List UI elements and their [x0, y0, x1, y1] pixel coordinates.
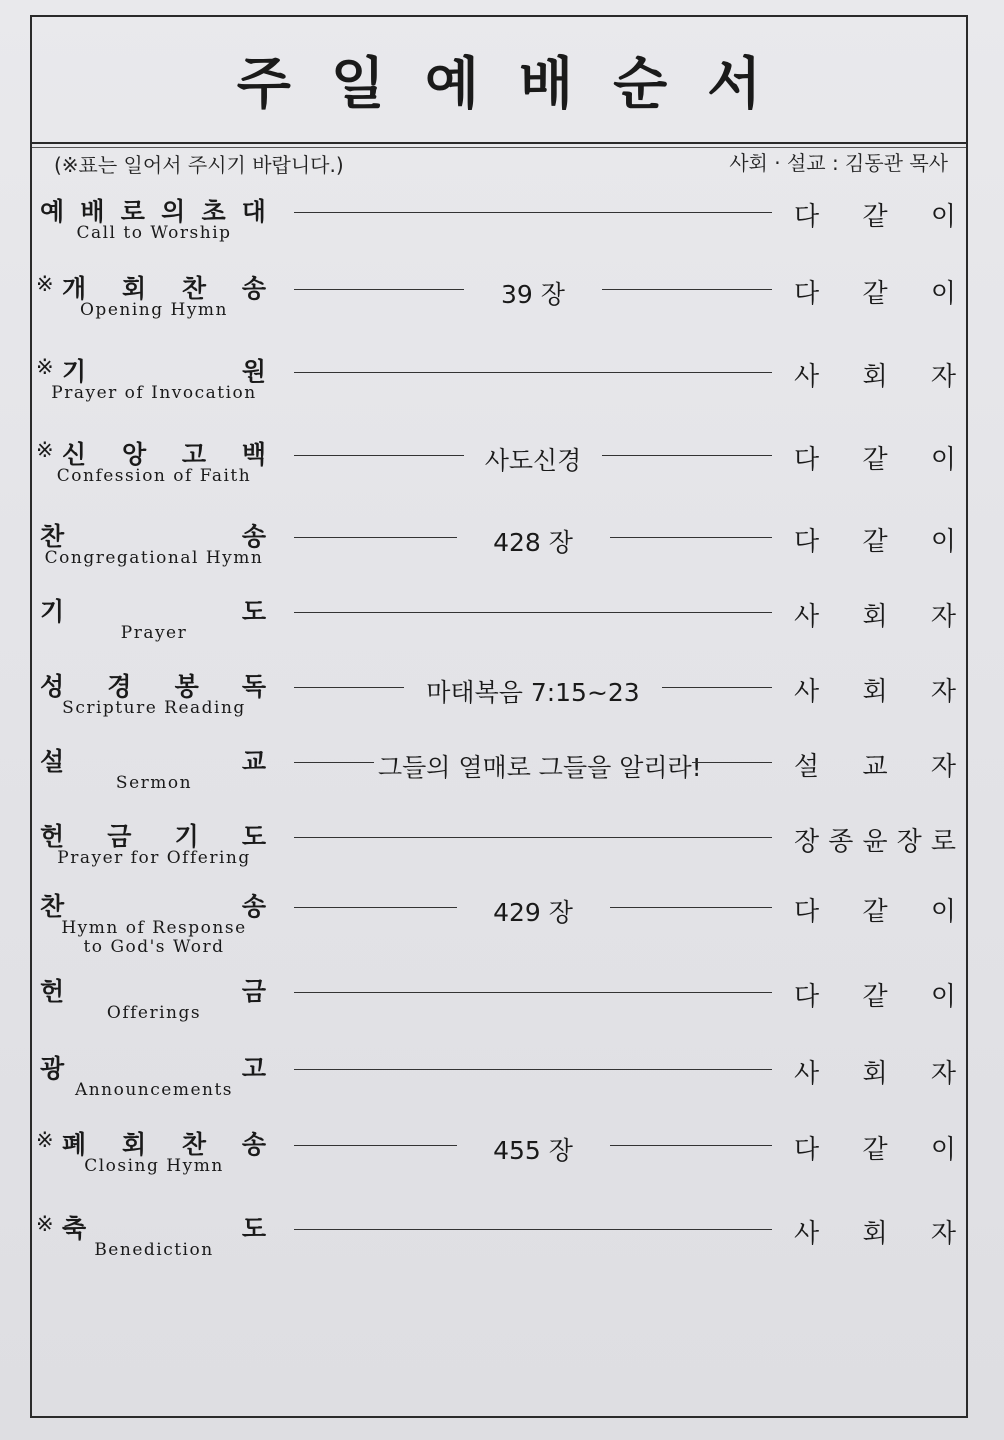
title-char: 원: [241, 357, 266, 386]
leader-char: 자: [930, 602, 956, 632]
title-char: 앙: [121, 440, 147, 469]
title-char: 배: [80, 197, 105, 226]
title-char: 광: [40, 1054, 65, 1083]
leader-char: 교: [862, 752, 888, 782]
worship-item: [32, 972, 966, 1042]
item-leader: [794, 1129, 956, 1166]
leader-char: 이: [930, 445, 956, 475]
title-char: 도: [241, 1214, 266, 1243]
leader-line: [294, 612, 772, 613]
item-english-title: Prayer of Invocation: [51, 383, 257, 403]
leader-char: 다: [794, 897, 820, 927]
title-char: 독: [241, 672, 266, 701]
leader-line: [294, 762, 374, 763]
leader-char: 다: [794, 982, 820, 1012]
title-char: 설: [40, 747, 65, 776]
item-leader: [794, 356, 956, 393]
leader-char: 이: [930, 897, 956, 927]
leader-char: 사: [794, 1059, 820, 1089]
leader-char: 다: [794, 1135, 820, 1165]
title-char: 송: [241, 522, 266, 551]
title-char: 고: [181, 440, 207, 469]
standing-mark: ※: [36, 1128, 54, 1152]
title-char: 송: [241, 1130, 266, 1159]
item-detail: 428 장: [493, 528, 573, 557]
leader-char: 같: [862, 445, 888, 475]
worship-item: [32, 192, 966, 262]
title-char: 대: [241, 197, 266, 226]
title-char: 폐: [62, 1130, 87, 1159]
item-leader: [794, 976, 956, 1013]
worship-item: [32, 435, 966, 505]
item-leader: [794, 439, 956, 476]
item-english-title: Closing Hymn: [84, 1156, 224, 1176]
title-char: 송: [241, 274, 266, 303]
standing-mark: ※: [36, 355, 54, 379]
item-detail: 그들의 열매로 그들을 알리라!: [378, 753, 702, 782]
leader-char: 회: [862, 1219, 888, 1249]
title-char: 찬: [181, 1130, 207, 1159]
item-english-title: Opening Hymn: [80, 300, 228, 320]
leader-line: [602, 289, 772, 290]
title-char: 회: [121, 1130, 147, 1159]
worship-item: [32, 667, 966, 737]
leader-char: 사: [794, 677, 820, 707]
title-char: 성: [40, 672, 65, 701]
title-char: 헌: [40, 977, 65, 1006]
item-leader: [794, 1053, 956, 1090]
leader-char: 이: [930, 527, 956, 557]
title-char: 신: [62, 440, 87, 469]
item-detail: 39 장: [501, 280, 565, 309]
title-char: 예: [40, 197, 65, 226]
leader-char: 이: [930, 279, 956, 309]
page-title: 주일예배순서: [236, 51, 802, 117]
item-leader: [794, 1213, 956, 1250]
leader-line: [602, 455, 772, 456]
title-char: 백: [241, 440, 266, 469]
leader-char: 사: [794, 1219, 820, 1249]
leader-line: [294, 1145, 457, 1146]
leader-line: [294, 537, 457, 538]
leader-char: 다: [794, 527, 820, 557]
worship-item: [32, 742, 966, 812]
officiant-label: 사회 · 설교 : 김동관 목사: [729, 151, 948, 175]
worship-item: [32, 352, 966, 422]
leader-char: 다: [794, 202, 820, 232]
leader-char: 회: [862, 677, 888, 707]
item-leader: [794, 273, 956, 310]
standing-mark: ※: [36, 1212, 54, 1236]
item-leader: [794, 596, 956, 633]
leader-char: 사: [794, 602, 820, 632]
title-char: 경: [107, 672, 132, 701]
item-english-title: Sermon: [115, 773, 193, 793]
worship-item: [32, 517, 966, 587]
item-english-title: Offerings: [106, 1003, 202, 1023]
item-leader: [794, 671, 956, 708]
title-char: 고: [241, 1054, 266, 1083]
item-english-title: Scripture Reading: [62, 698, 246, 718]
item-english-title: Confession of Faith: [56, 466, 252, 486]
title-char: 교: [241, 747, 266, 776]
worship-item: [32, 887, 966, 957]
item-leader: [794, 521, 956, 558]
title-char: 찬: [181, 274, 207, 303]
leader-char: 종: [828, 827, 854, 857]
leader-char: 회: [862, 1059, 888, 1089]
leader-char: 자: [930, 1059, 956, 1089]
leader-line: [610, 537, 773, 538]
title-char: 회: [121, 274, 147, 303]
leader-char: 같: [862, 202, 888, 232]
leader-char: 회: [862, 362, 888, 392]
item-english-title: Prayer: [120, 623, 188, 643]
worship-item: [32, 817, 966, 887]
title-char: 봉: [174, 672, 199, 701]
item-detail: 455 장: [493, 1136, 573, 1165]
leader-line: [294, 289, 464, 290]
worship-item: [32, 592, 966, 662]
worship-item: [32, 1209, 966, 1279]
title-char: 로: [120, 197, 145, 226]
leader-char: 같: [862, 1135, 888, 1165]
item-detail: 429 장: [493, 898, 573, 927]
bulletin-frame: [30, 15, 968, 1418]
title-char: 도: [241, 822, 266, 851]
leader-char: 장: [794, 827, 820, 857]
leader-char: 이: [930, 202, 956, 232]
item-english-title: Benediction: [94, 1240, 214, 1260]
title-char: 개: [62, 274, 87, 303]
leader-line: [294, 455, 464, 456]
leader-line: [294, 212, 772, 213]
title-char: 금: [241, 977, 266, 1006]
leader-char: 같: [862, 279, 888, 309]
item-english-title: Congregational Hymn: [44, 548, 264, 568]
leader-line: [294, 1229, 772, 1230]
leader-char: 자: [930, 677, 956, 707]
title-char: 의: [161, 197, 186, 226]
leader-char: 같: [862, 527, 888, 557]
item-leader: [794, 891, 956, 928]
worship-item: [32, 269, 966, 339]
worship-item: [32, 1125, 966, 1195]
title-char: 초: [201, 197, 226, 226]
item-leader: [794, 196, 956, 233]
title-char: 도: [241, 597, 266, 626]
leader-line: [294, 907, 457, 908]
item-english-title: Announcements: [74, 1080, 234, 1100]
leader-char: 같: [862, 897, 888, 927]
title-char: 기: [40, 597, 65, 626]
leader-char: 장: [896, 827, 922, 857]
leader-char: 다: [794, 279, 820, 309]
leader-char: 윤: [862, 827, 888, 857]
item-leader: [794, 746, 956, 783]
leader-line: [294, 372, 772, 373]
leader-char: 자: [930, 1219, 956, 1249]
title-box: [32, 17, 966, 144]
title-char: 기: [174, 822, 199, 851]
leader-char: 설: [794, 752, 820, 782]
item-detail: 마태복음 7:15~23: [426, 678, 640, 707]
leader-line: [692, 762, 772, 763]
leader-char: 로: [930, 827, 956, 857]
leader-char: 이: [930, 982, 956, 1012]
standing-mark: ※: [36, 272, 54, 296]
item-leader: [794, 821, 956, 858]
leader-char: 이: [930, 1135, 956, 1165]
leader-line: [610, 1145, 773, 1146]
standing-note: (※표는 일어서 주시기 바랍니다.): [54, 153, 344, 177]
item-english-title: Call to Worship: [76, 223, 232, 243]
leader-line: [294, 687, 404, 688]
leader-line: [294, 837, 772, 838]
worship-item: [32, 1049, 966, 1119]
leader-char: 사: [794, 362, 820, 392]
leader-line: [294, 992, 772, 993]
item-english-title: Hymn of Response: [61, 918, 247, 938]
leader-char: 자: [930, 362, 956, 392]
leader-line: [662, 687, 772, 688]
standing-mark: ※: [36, 438, 54, 462]
leader-char: 다: [794, 445, 820, 475]
leader-line: [610, 907, 773, 908]
leader-line: [294, 1069, 772, 1070]
title-char: 기: [62, 357, 87, 386]
item-english-title: Prayer for Offering: [57, 848, 251, 868]
item-english-title: to God's Word: [83, 937, 225, 957]
title-char: 금: [107, 822, 132, 851]
title-char: 송: [241, 892, 266, 921]
leader-char: 회: [862, 602, 888, 632]
title-char: 축: [62, 1214, 87, 1243]
title-char: 찬: [40, 892, 65, 921]
title-char: 헌: [40, 822, 65, 851]
title-char: 찬: [40, 522, 65, 551]
leader-char: 자: [930, 752, 956, 782]
item-detail: 사도신경: [484, 446, 582, 475]
leader-char: 같: [862, 982, 888, 1012]
